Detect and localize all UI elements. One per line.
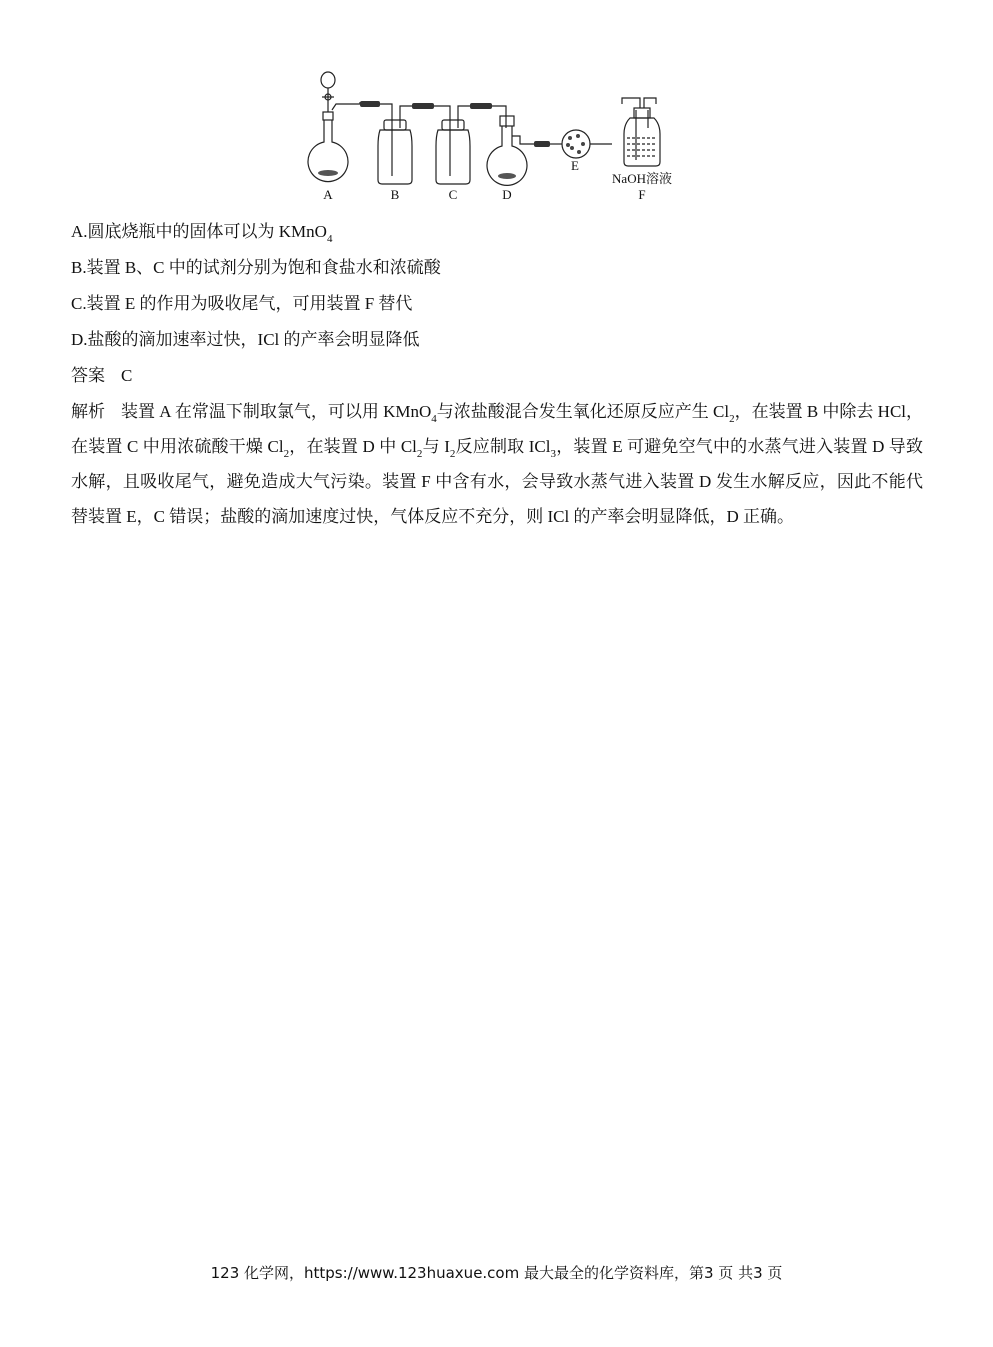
- label-e: E: [571, 158, 579, 173]
- option-d: D.盐酸的滴加速率过快，ICl 的产率会明显降低: [71, 330, 420, 349]
- label-f-solution: NaOH溶液: [612, 171, 672, 186]
- label-b: B: [390, 187, 400, 202]
- answer-line: [71, 358, 923, 394]
- analysis-paragraph: 解析 装置 A 在常温下制取氯气，可以用 KMnO$_4$与浓盐酸混合发生氧化还原反应产生 $Cl_2$，在装置 B 中除去 HCl，在装置 C 中用浓硫酸干燥 $Cl_2$，在装置 D 中 $Cl_2$与 $I_2$反应制取 ICl$_3$，装置 E 可避免空气中的水蒸气进入装置 D 导致水解，且吸收尾气，避免造成大气污染。装置 F 中含有水，会导致水蒸气进入装置 D 发生水解反应，因此不能代替装置 E，C 错误；盐酸的滴加速度过快，气体反应不充分，则 ICl 的产率会明显降低，D 正确。: [71, 402, 924, 526]
- analysis-label: 解析: [71, 402, 105, 421]
- apparatus-f: [612, 98, 672, 202]
- apparatus-b: [378, 106, 412, 202]
- apparatus-diagram: [300, 66, 700, 210]
- label-f: F: [638, 187, 646, 202]
- apparatus-a: [308, 72, 360, 202]
- apparatus-e: [550, 130, 612, 173]
- option-a: A.圆底烧瓶中的固体可以为 KMnO$_4$: [71, 222, 333, 245]
- option-c: C.装置 E 的作用为吸收尾气，可用装置 F 替代: [71, 294, 413, 313]
- answer-value: C: [121, 366, 133, 385]
- label-a: A: [323, 187, 333, 202]
- question-content: [71, 214, 923, 534]
- apparatus-d: [487, 116, 534, 202]
- apparatus-c: [436, 106, 470, 202]
- label-d: D: [502, 187, 512, 202]
- label-c: C: [448, 187, 458, 202]
- answer-label: 答案: [71, 366, 105, 385]
- page-footer: 123 化学网，https://www.123huaxue.com 最大最全的化学资料库，第3 页 共3 页: [210, 1264, 783, 1282]
- option-b: B.装置 B、C 中的试剂分别为饱和食盐水和浓硫酸: [71, 258, 441, 277]
